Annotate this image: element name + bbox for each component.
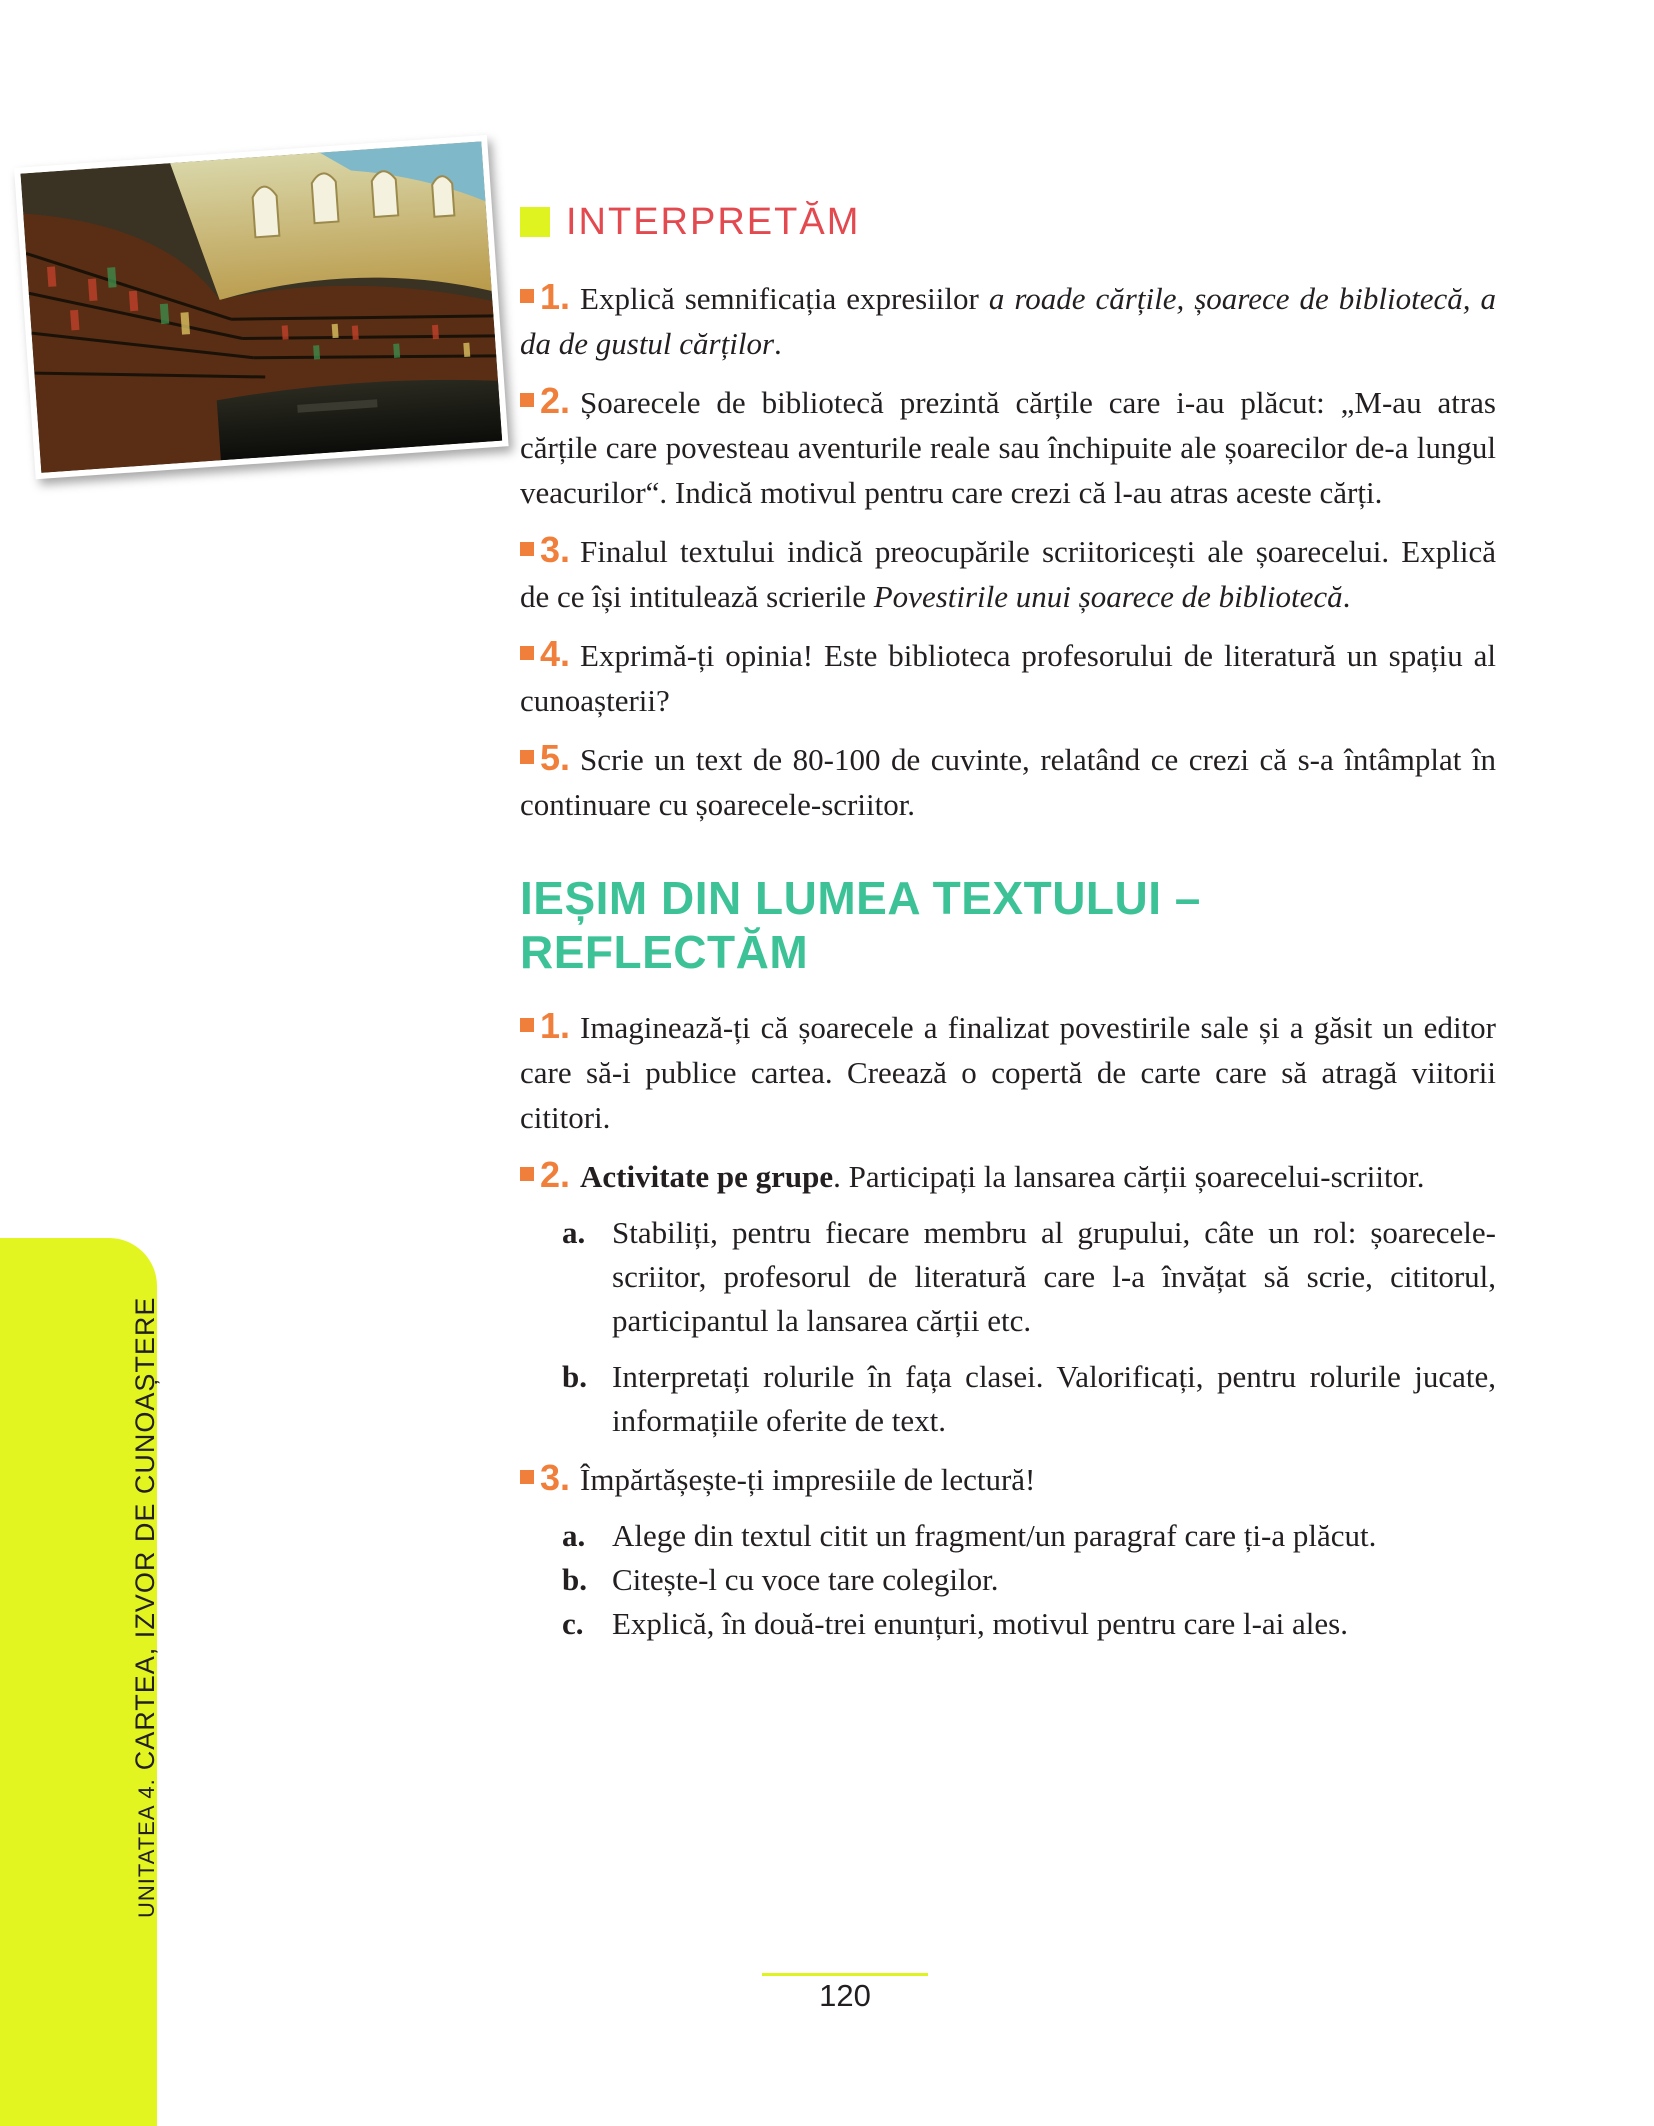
section-title-interpretam: INTERPRETĂM [520,196,1496,248]
unit-label [130,1297,161,1918]
bullet-square-icon [520,1470,534,1484]
bullet-square-icon [520,1018,534,1032]
subitem: a. Alege din textul citit un fragment/un paragraf care ți-a plăcut. [562,1518,1377,1553]
question-4: 4. Exprimă-ți opinia! Este biblioteca profesorului de literatură un spațiu al cunoașterii? [520,633,1496,718]
question-3: 3. Finalul textului indică preocupările scriitoricești ale șoarecelui. Explică de ce își intitulează scrierile Povestirile unui șoarece de bibliotecă. [520,529,1496,614]
subitem: b. Interpretați rolurile în fața clasei. Valorificați, pentru rolurile jucate, informațiile oferite de text. [562,1359,1496,1438]
section-title-reflectam: IEȘIM DIN LUMEA TEXTULUI – REFLECTĂM [520,872,1201,978]
bullet-square-icon [520,542,534,556]
content-area [520,196,1496,1646]
bullet-square-icon [520,393,534,407]
page-number: 120 [819,1978,871,2013]
library-photo-illustration [20,141,502,472]
bullet-square-icon [520,1167,534,1181]
question-2: 2. Șoarecele de bibliotecă prezintă cărțile care i-au plăcut: „M-au atras cărțile care povesteau aventurile reale sau închipuite ale șoarecilor de-a lungul veacurilor“. Indică motivul pentru care crezi că l-au atras aceste cărți. [520,380,1496,510]
library-photo [14,135,509,479]
bullet-square-icon [520,646,534,660]
subitem: b. Citește-l cu voce tare colegilor. [562,1562,999,1597]
unit-prefix: UNITATEA 4. [134,1778,159,1918]
unit-title: CARTEA, IZVOR DE CUNOAȘTERE [130,1296,160,1771]
reflect-question-1: 1. Imaginează-ți că șoarecele a finalizat povestirile sale și a găsit un editor care să-i publice cartea. Creează o copertă de carte care să atragă viitorii cititori. [520,1005,1496,1135]
reflect-question-2: 2. Activitate pe grupe. Participați la lansarea cărții șoarecelui-scriitor. [520,1152,1496,1199]
question-1: 1. Explică semnificația expresiilor a roade cărțile, șoarece de bibliotecă, a da de gustul cărților. [520,276,1496,361]
question-5: 5. Scrie un text de 80-100 de cuvinte, relatând ce crezi că s-a întâmplat în continuare cu șoarecele-scriitor. [520,737,1496,822]
subitem: c. Explică, în două-trei enunțuri, motivul pentru care l-ai ales. [562,1606,1348,1641]
bullet-square-icon [520,750,534,764]
bullet-square-icon [520,289,534,303]
page-number-rule [762,1973,928,1976]
title-square-icon [520,207,550,237]
reflect-question-3: 3. Împărtășește-ți impresiile de lectură! [520,1455,1496,1502]
subitem: a. Stabiliți, pentru fiecare membru al grupului, câte un rol: șoarecele-scriitor, profesorul de literatură care l-a învățat să scrie, cititorul, participantul la lansarea cărții etc. [562,1215,1496,1338]
